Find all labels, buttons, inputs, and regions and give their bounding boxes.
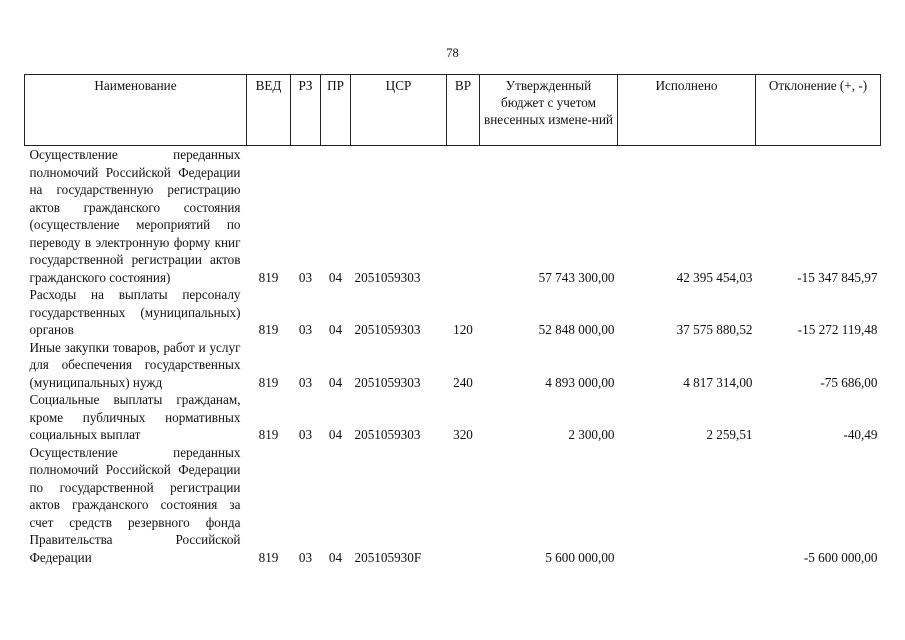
row-rz: 03	[298, 427, 313, 442]
row-rz: 03	[298, 322, 313, 337]
table-row	[25, 146, 881, 287]
header-deviation: Отклонение (+, -)	[756, 75, 881, 146]
row-name: Расходы на выплаты персоналу государственных (муниципальных) органов	[29, 287, 241, 337]
row-approved: 2 300,00	[568, 427, 615, 442]
page-number: 78	[446, 46, 459, 60]
table-header-row	[25, 75, 881, 146]
row-csr: 2051059303	[354, 374, 421, 390]
row-rz: 03	[298, 549, 313, 565]
row-name: Осуществление переданных полномочий Российской Федерации по государственной регистрации актов гражданского состояния за счет средств резервного фонда Правительства Российской Федерации	[29, 444, 241, 565]
row-csr: 2051059303	[354, 269, 421, 285]
row-ved: 819	[258, 374, 279, 390]
row-vr: 240	[453, 374, 473, 390]
header-approved: Утвержденный бюджет с учетом внесенных измене-ний	[480, 75, 618, 146]
row-name: Иные закупки товаров, работ и услуг для обеспечения государственных (муниципальных) нужд	[29, 339, 241, 390]
row-pr: 04	[328, 269, 343, 285]
header-ved: ВЕД	[247, 75, 291, 146]
header-name: Наименование	[25, 75, 247, 146]
row-vr: 320	[453, 427, 473, 442]
row-name: Социальные выплаты гражданам, кроме публичных нормативных социальных выплат	[29, 392, 241, 442]
row-ved: 819	[258, 322, 279, 337]
header-vr: ВР	[447, 75, 480, 146]
row-vr	[447, 444, 480, 567]
row-executed: 42 395 454,03	[676, 269, 753, 285]
table-row	[25, 391, 881, 444]
row-pr: 04	[328, 322, 343, 337]
row-pr: 04	[328, 374, 343, 390]
row-csr: 2051059303	[354, 322, 421, 337]
row-deviation: -5 600 000,00	[803, 549, 878, 565]
row-pr: 04	[328, 549, 343, 565]
budget-table	[24, 74, 881, 566]
row-deviation: -75 686,00	[820, 374, 878, 390]
header-executed: Исполнено	[618, 75, 756, 146]
header-rz: РЗ	[291, 75, 321, 146]
row-rz: 03	[298, 374, 313, 390]
row-deviation: -15 272 119,48	[797, 322, 878, 337]
row-ved: 819	[258, 269, 279, 285]
row-pr: 04	[328, 427, 343, 442]
row-executed: 2 259,51	[706, 427, 753, 442]
row-rz: 03	[298, 269, 313, 285]
row-approved: 57 743 300,00	[538, 269, 615, 285]
row-csr: 2051059303	[354, 427, 421, 442]
row-vr	[447, 146, 480, 287]
row-vr: 120	[453, 322, 473, 337]
row-executed: 37 575 880,52	[676, 322, 753, 337]
table-row	[25, 444, 881, 567]
row-deviation: -15 347 845,97	[797, 269, 878, 285]
row-ved: 819	[258, 427, 279, 442]
row-approved: 52 848 000,00	[538, 322, 615, 337]
row-approved: 5 600 000,00	[545, 549, 615, 565]
table-row	[25, 286, 881, 339]
row-ved: 819	[258, 549, 279, 565]
header-csr: ЦСР	[351, 75, 447, 146]
row-executed	[618, 444, 756, 567]
row-executed: 4 817 314,00	[683, 374, 753, 390]
row-name: Осуществление переданных полномочий Российской Федерации на государственную регистрацию актов гражданского состояния (осуществление мероприятий по переводу в электронную форму книг государственной регистрации актов гражданского состояния)	[29, 147, 241, 285]
row-approved: 4 893 000,00	[545, 374, 615, 390]
row-deviation: -40,49	[843, 427, 878, 442]
table-row	[25, 339, 881, 392]
header-pr: ПР	[321, 75, 351, 146]
row-csr: 205105930F	[354, 549, 422, 565]
